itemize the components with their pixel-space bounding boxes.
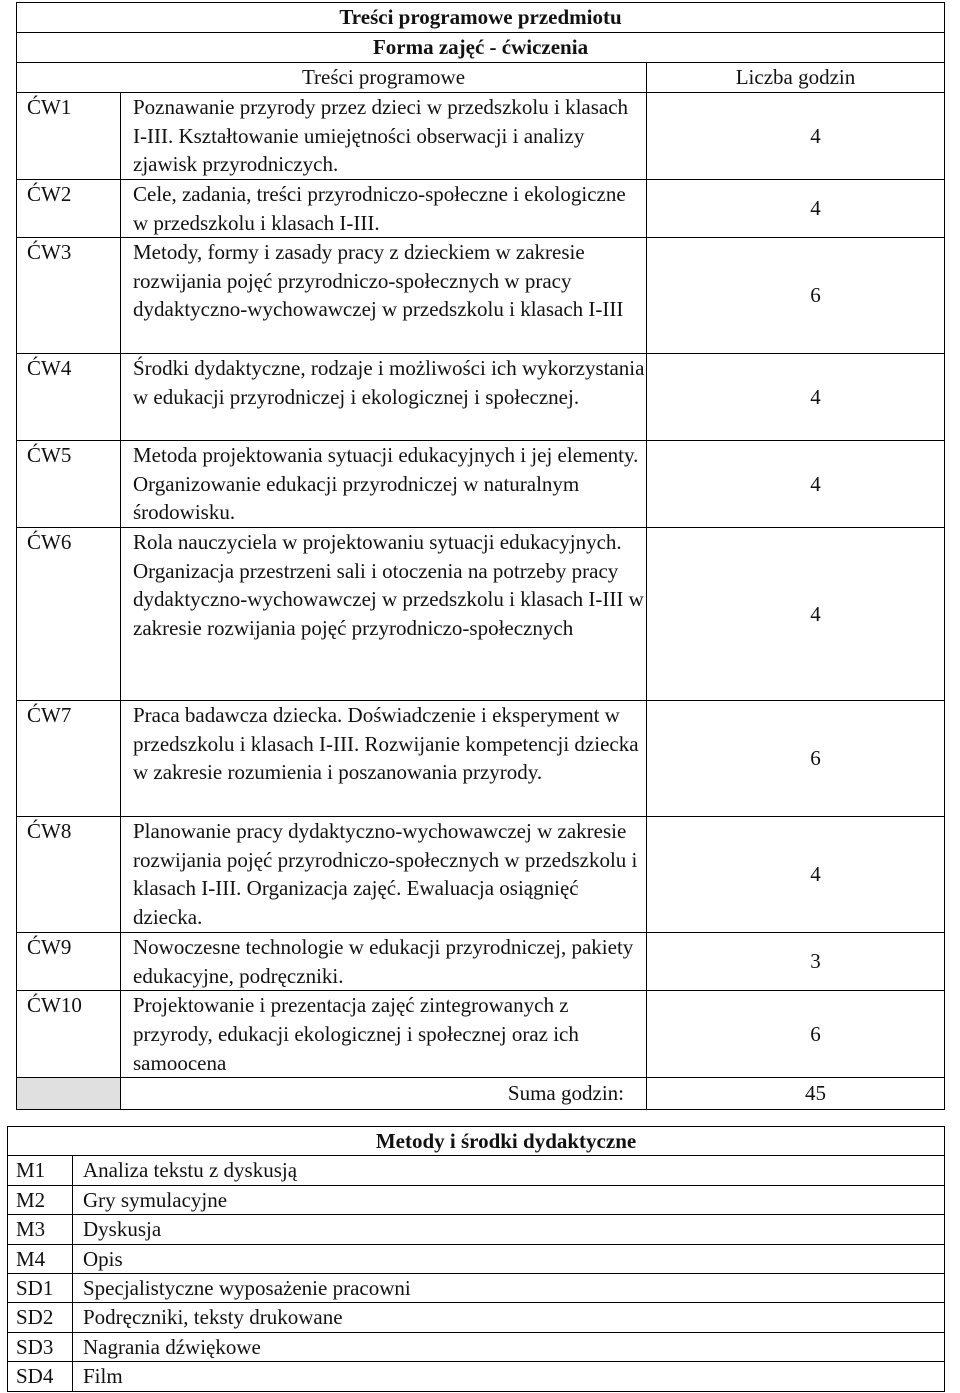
method-name: Specjalistyczne wyposażenie pracowni bbox=[73, 1274, 945, 1303]
row-content: Metody, formy i zasady pracy z dzieckiem w zakresie rozwijania pojęć przyrodniczo-społecznych w pracy dydaktyczno-wychowawczej w przedszkolu i klasach I-III bbox=[121, 238, 647, 354]
sum-empty-cell bbox=[17, 1078, 121, 1110]
row-hours: 4 bbox=[647, 354, 945, 441]
table-row bbox=[8, 1156, 945, 1185]
method-name: Dyskusja bbox=[73, 1215, 945, 1244]
method-name: Opis bbox=[73, 1244, 945, 1273]
column-header-hours: Liczba godzin bbox=[647, 63, 945, 93]
row-code: ĆW6 bbox=[17, 528, 121, 701]
methods-title: Metody i środki dydaktyczne bbox=[8, 1127, 945, 1156]
method-name: Film bbox=[73, 1362, 945, 1391]
method-code: SD3 bbox=[8, 1332, 73, 1361]
method-code: M2 bbox=[8, 1185, 73, 1214]
row-content: Metoda projektowania sytuacji edukacyjnych i jej elementy. Organizowanie edukacji przyrodniczej w naturalnym środowisku. bbox=[121, 441, 647, 528]
table-row bbox=[8, 1332, 945, 1361]
program-content-table bbox=[16, 2, 945, 1110]
method-name: Podręczniki, teksty drukowane bbox=[73, 1303, 945, 1332]
methods-table bbox=[7, 1126, 945, 1392]
table-row bbox=[17, 180, 945, 238]
row-code: ĆW2 bbox=[17, 180, 121, 238]
form-subtitle: Forma zajęć - ćwiczenia bbox=[17, 33, 945, 63]
table-row bbox=[17, 933, 945, 991]
table-row bbox=[17, 991, 945, 1078]
row-hours: 4 bbox=[647, 817, 945, 933]
method-code: M3 bbox=[8, 1215, 73, 1244]
table-row bbox=[8, 1362, 945, 1391]
table-row bbox=[8, 1274, 945, 1303]
table-row bbox=[17, 354, 945, 441]
row-hours: 4 bbox=[647, 93, 945, 180]
row-content: Poznawanie przyrody przez dzieci w przedszkolu i klasach I-III. Kształtowanie umiejętności obserwacji i analizy zjawisk przyrodniczych. bbox=[121, 93, 647, 180]
method-code: SD2 bbox=[8, 1303, 73, 1332]
table-row bbox=[17, 238, 945, 354]
row-hours: 4 bbox=[647, 441, 945, 528]
row-content: Cele, zadania, treści przyrodniczo-społeczne i ekologiczne w przedszkolu i klasach I-III. bbox=[121, 180, 647, 238]
row-hours: 6 bbox=[647, 991, 945, 1078]
method-code: M1 bbox=[8, 1156, 73, 1185]
sum-value: 45 bbox=[647, 1078, 945, 1110]
row-hours: 6 bbox=[647, 701, 945, 817]
row-content: Praca badawcza dziecka. Doświadczenie i eksperyment w przedszkolu i klasach I-III. Rozwijanie kompetencji dziecka w zakresie rozumienia i poszanowania przyrody. bbox=[121, 701, 647, 817]
method-name: Gry symulacyjne bbox=[73, 1185, 945, 1214]
row-code: ĆW8 bbox=[17, 817, 121, 933]
row-hours: 4 bbox=[647, 528, 945, 701]
table-row bbox=[8, 1185, 945, 1214]
method-name: Analiza tekstu z dyskusją bbox=[73, 1156, 945, 1185]
row-content: Nowoczesne technologie w edukacji przyrodniczej, pakiety edukacyjne, podręczniki. bbox=[121, 933, 647, 991]
row-code: ĆW3 bbox=[17, 238, 121, 354]
table-row bbox=[8, 1215, 945, 1244]
table-row bbox=[17, 701, 945, 817]
method-code: SD1 bbox=[8, 1274, 73, 1303]
column-header-content: Treści programowe bbox=[17, 63, 647, 93]
row-hours: 6 bbox=[647, 238, 945, 354]
row-code: ĆW5 bbox=[17, 441, 121, 528]
row-content: Środki dydaktyczne, rodzaje i możliwości ich wykorzystania w edukacji przyrodniczej i ekologicznej i społecznej. bbox=[121, 354, 647, 441]
method-code: SD4 bbox=[8, 1362, 73, 1391]
table-row bbox=[17, 441, 945, 528]
row-content: Rola nauczyciela w projektowaniu sytuacji edukacyjnych. Organizacja przestrzeni sali i otoczenia na potrzeby pracy dydaktyczno-wychowawczej w przedszkolu i klasach I-III w zakresie rozwijania pojęć przyrodniczo-społecznych bbox=[121, 528, 647, 701]
method-code: M4 bbox=[8, 1244, 73, 1273]
table-row bbox=[17, 93, 945, 180]
row-hours: 3 bbox=[647, 933, 945, 991]
row-code: ĆW7 bbox=[17, 701, 121, 817]
row-content: Projektowanie i prezentacja zajęć zintegrowanych z przyrody, edukacji ekologicznej i społecznej oraz ich samoocena bbox=[121, 991, 647, 1078]
table-row bbox=[17, 817, 945, 933]
table-title: Treści programowe przedmiotu bbox=[17, 3, 945, 33]
row-code: ĆW4 bbox=[17, 354, 121, 441]
row-code: ĆW9 bbox=[17, 933, 121, 991]
row-content: Planowanie pracy dydaktyczno-wychowawczej w zakresie rozwijania pojęć przyrodniczo-społecznych w przedszkolu i klasach I-III. Organizacja zajęć. Ewaluacja osiągnięć dziecka. bbox=[121, 817, 647, 933]
sum-label: Suma godzin: bbox=[121, 1078, 647, 1110]
table-row bbox=[8, 1303, 945, 1332]
table-row bbox=[17, 528, 945, 701]
row-code: ĆW1 bbox=[17, 93, 121, 180]
table-row bbox=[8, 1244, 945, 1273]
row-code: ĆW10 bbox=[17, 991, 121, 1078]
method-name: Nagrania dźwiękowe bbox=[73, 1332, 945, 1361]
sum-row bbox=[17, 1078, 945, 1110]
row-hours: 4 bbox=[647, 180, 945, 238]
